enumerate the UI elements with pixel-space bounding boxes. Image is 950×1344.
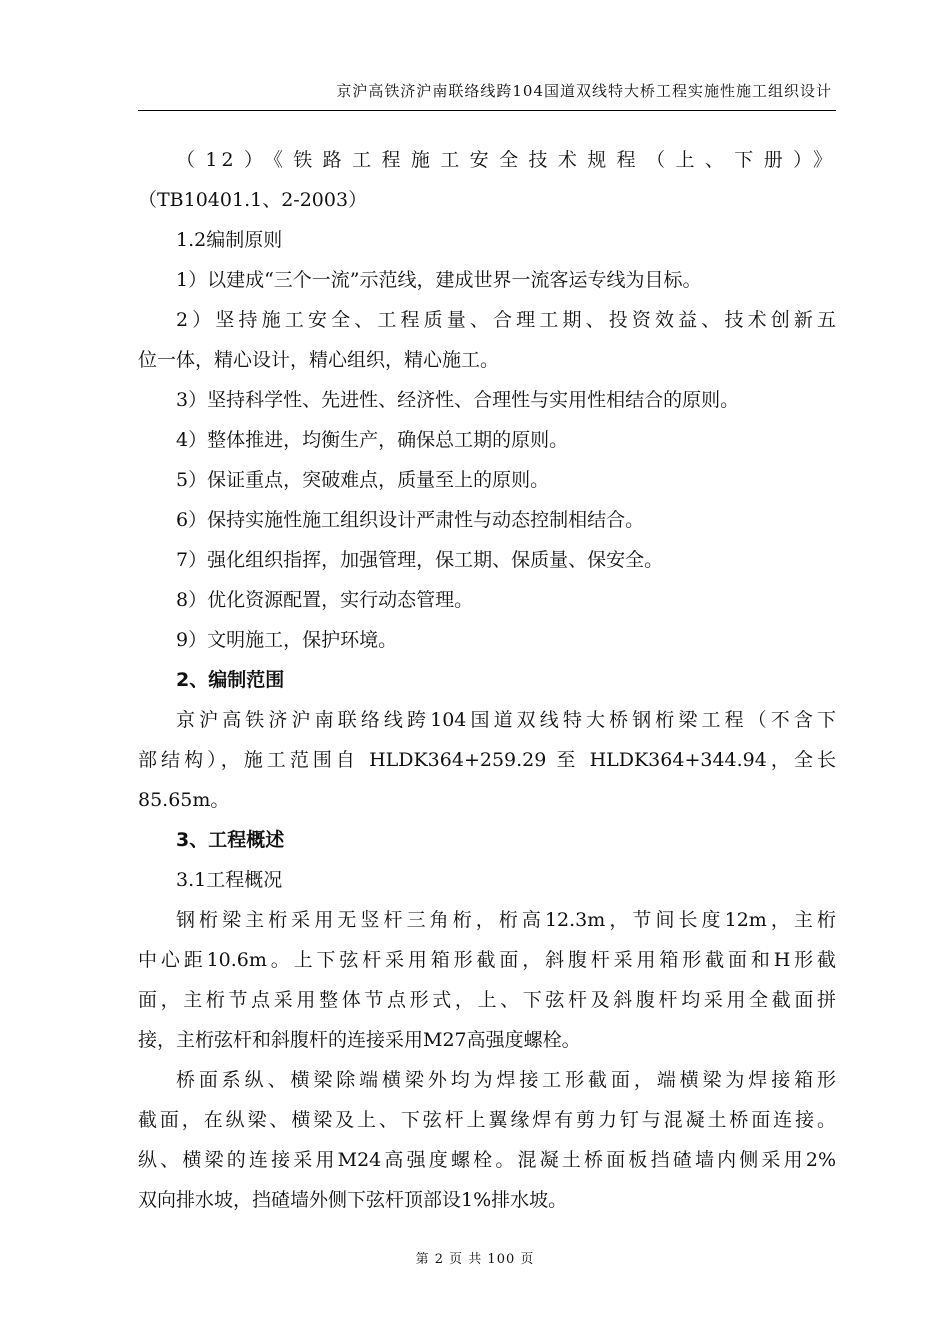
principle-2-line1: 2）坚持施工安全、工程质量、合理工期、投资效益、技术创新五	[176, 309, 836, 331]
overview-1-line1: 钢桁梁主桁采用无竖杆三角桁，桁高12.3m，节间长度12m，主桁	[176, 909, 836, 931]
section-1-2-heading: 1.2编制原则	[176, 229, 283, 251]
section-2-heading: 2、编制范围	[176, 669, 285, 691]
principle-9: 9）文明施工，保护环境。	[176, 629, 398, 651]
overview-1-line2: 中心距10.6m。上下弦杆采用箱形截面，斜腹杆采用箱形截面和H形截	[138, 949, 836, 971]
principle-3: 3）坚持科学性、先进性、经济性、合理性与实用性相结合的原则。	[176, 389, 740, 411]
header-divider	[138, 110, 836, 111]
section-3-heading: 3、工程概述	[176, 829, 285, 851]
scope-line1: 京沪高铁济沪南联络线跨104国道双线特大桥钢桁梁工程（不含下	[176, 709, 836, 731]
overview-1-line4: 接，主桁弦杆和斜腹杆的连接采用M27高强度螺栓。	[138, 1029, 581, 1051]
principle-2-line2: 位一体，精心设计，精心组织，精心施工。	[138, 349, 500, 371]
principle-7: 7）强化组织指挥，加强管理，保工期、保质量、保安全。	[176, 549, 664, 571]
overview-2-line1: 桥面系纵、横梁除端横梁外均为焊接工形截面，端横梁为焊接箱形	[176, 1069, 836, 1091]
page-footer: 第 2 页 共 100 页	[415, 1252, 535, 1267]
reference-12-line1: （12）《铁路工程施工安全技术规程（上、下册）》	[176, 149, 836, 171]
principle-1: 1）以建成“三个一流”示范线，建成世界一流客运专线为目标。	[176, 269, 702, 291]
principle-6: 6）保持实施性施工组织设计严肃性与动态控制相结合。	[176, 509, 645, 531]
overview-1-line3: 面，主桁节点采用整体节点形式，上、下弦杆及斜腹杆均采用全截面拼	[138, 989, 836, 1011]
principle-5: 5）保证重点，突破难点，质量至上的原则。	[176, 469, 550, 491]
overview-2-line3: 纵、横梁的连接采用M24高强度螺栓。混凝土桥面板挡碴墙内侧采用2%	[138, 1149, 836, 1171]
page-header: 京沪高铁济沪南联络线跨104国道双线特大桥工程实施性施工组织设计	[336, 82, 832, 100]
scope-line3: 85.65m。	[138, 789, 230, 811]
overview-2-line2: 截面，在纵梁、横梁及上、下弦杆上翼缘焊有剪力钉与混凝土桥面连接。	[138, 1109, 836, 1131]
scope-line2: 部结构），施工范围自 HLDK364+259.29 至 HLDK364+344.94，全长	[138, 749, 836, 771]
document-body	[138, 140, 836, 1220]
reference-12-line2: （TB10401.1、2-2003）	[138, 189, 368, 211]
overview-2-line4: 双向排水坡，挡碴墙外侧下弦杆顶部设1%排水坡。	[138, 1189, 568, 1211]
principle-4: 4）整体推进，均衡生产，确保总工期的原则。	[176, 429, 569, 451]
section-3-1-heading: 3.1工程概况	[176, 869, 283, 891]
principle-8: 8）优化资源配置，实行动态管理。	[176, 589, 474, 611]
